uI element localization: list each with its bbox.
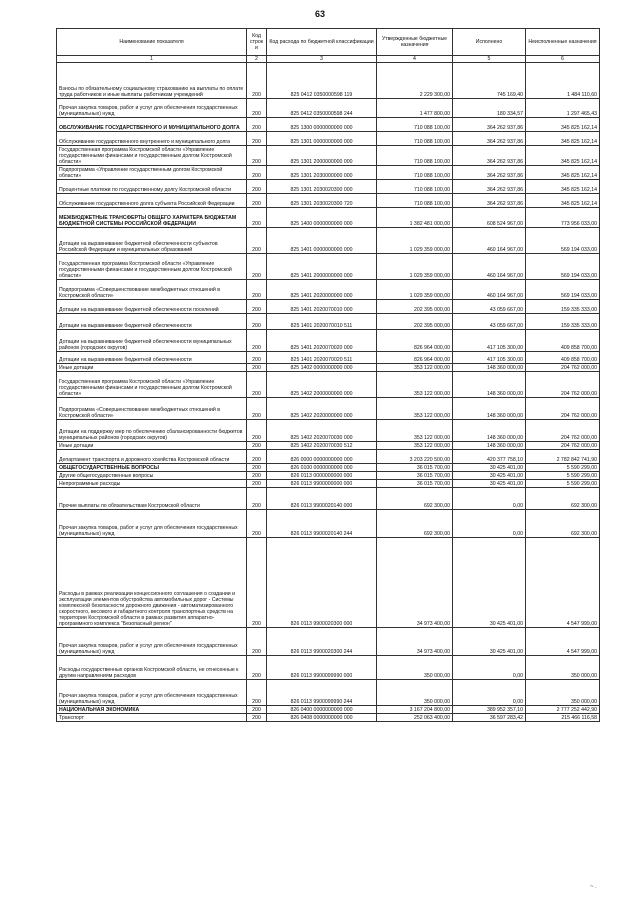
row-executed: 30 425 401,00: [453, 472, 526, 480]
row-executed: 148 360 000,00: [453, 372, 526, 398]
row-name: Иные дотации: [57, 364, 247, 372]
row-name: МЕЖБЮДЖЕТНЫЕ ТРАНСФЕРТЫ ОБЩЕГО ХАРАКТЕРА БЮДЖЕТАМ БЮДЖЕТНОЙ СИСТЕМЫ РОССИЙСКОЙ ФЕДЕРАЦИИ: [57, 208, 247, 228]
row-budget-code: 825 1402 2020070030 000: [267, 420, 377, 442]
row-executed: 364 262 937,86: [453, 118, 526, 132]
row-approved: 202 395 000,00: [377, 314, 453, 330]
page-number: 63: [314, 9, 325, 19]
row-unexecuted: 204 762 000,00: [526, 420, 600, 442]
row-budget-code: 825 1401 2020070020 511: [267, 352, 377, 364]
row-name: Дотации на выравнивание бюджетной обеспеченности субъектов Российской Федерации и муниципальных образований: [57, 228, 247, 254]
table-row: [57, 420, 600, 442]
row-approved: 34 973 400,00: [377, 628, 453, 656]
row-executed: 364 262 937,86: [453, 146, 526, 166]
row-line-code: 200: [247, 280, 267, 300]
col-header-name: Наименование показателя: [57, 29, 247, 56]
col-number-4: 4: [377, 56, 453, 63]
row-unexecuted: 4 547 999,00: [526, 538, 600, 628]
row-executed: 0,00: [453, 510, 526, 538]
row-line-code: 200: [247, 132, 267, 146]
row-line-code: 200: [247, 464, 267, 472]
row-budget-code: 826 0113 9900020300 244: [267, 628, 377, 656]
row-approved: 34 973 400,00: [377, 538, 453, 628]
table-row: [57, 464, 600, 472]
row-executed: 148 360 000,00: [453, 442, 526, 450]
row-budget-code: 826 0113 9900099990 244: [267, 680, 377, 706]
row-line-code: 200: [247, 628, 267, 656]
row-budget-code: 826 0000 0000000000 000: [267, 450, 377, 464]
row-approved: 350 000,00: [377, 680, 453, 706]
table-row: [57, 714, 600, 722]
row-line-code: 200: [247, 300, 267, 314]
row-approved: 36 015 700,00: [377, 480, 453, 488]
row-executed: 180 334,57: [453, 99, 526, 118]
row-budget-code: 825 1301 2000000000 000: [267, 146, 377, 166]
row-executed: 36 597 283,42: [453, 714, 526, 722]
row-approved: 710 088 100,00: [377, 132, 453, 146]
table-row: [57, 680, 600, 706]
col-number-1: 1: [57, 56, 247, 63]
table-row: [57, 194, 600, 208]
row-executed: 364 262 937,86: [453, 166, 526, 180]
row-line-code: 200: [247, 166, 267, 180]
row-line-code: 200: [247, 372, 267, 398]
row-unexecuted: 204 762 000,00: [526, 442, 600, 450]
row-unexecuted: 409 858 700,00: [526, 330, 600, 352]
table-row: [57, 180, 600, 194]
col-header-unexecuted: Неисполненные назначения: [526, 29, 600, 56]
table-row: [57, 352, 600, 364]
row-executed: 417 105 300,00: [453, 352, 526, 364]
row-line-code: 200: [247, 254, 267, 280]
row-unexecuted: 159 335 333,00: [526, 314, 600, 330]
row-unexecuted: 5 590 299,00: [526, 472, 600, 480]
table-row: [57, 63, 600, 99]
table-row: [57, 208, 600, 228]
row-budget-code: 826 0113 9900020300 000: [267, 538, 377, 628]
row-name: Подпрограмма «Управление государственным долгом Костромской области»: [57, 166, 247, 180]
row-approved: 353 122 000,00: [377, 420, 453, 442]
table-row: [57, 538, 600, 628]
row-budget-code: 826 0113 9900020140 000: [267, 488, 377, 510]
row-unexecuted: 345 825 162,14: [526, 180, 600, 194]
row-budget-code: 826 0113 9900000000 000: [267, 480, 377, 488]
row-budget-code: 825 0412 0350000598 119: [267, 63, 377, 99]
row-unexecuted: 204 762 000,00: [526, 364, 600, 372]
row-name: Прочая закупка товаров, работ и услуг для обеспечения государственных (муниципальных) нужд: [57, 99, 247, 118]
row-executed: 0,00: [453, 656, 526, 680]
row-line-code: 200: [247, 314, 267, 330]
row-executed: 364 262 937,86: [453, 132, 526, 146]
row-name: Другие общегосударственные вопросы: [57, 472, 247, 480]
table-row: [57, 372, 600, 398]
row-line-code: 200: [247, 228, 267, 254]
row-unexecuted: 345 825 162,14: [526, 146, 600, 166]
row-budget-code: 826 0113 9900020140 244: [267, 510, 377, 538]
row-approved: 36 015 700,00: [377, 472, 453, 480]
row-unexecuted: 345 825 162,14: [526, 132, 600, 146]
row-unexecuted: 345 825 162,14: [526, 166, 600, 180]
row-unexecuted: 2 777 252 442,90: [526, 706, 600, 714]
row-line-code: 200: [247, 706, 267, 714]
row-unexecuted: 692 300,00: [526, 510, 600, 538]
row-executed: 745 169,40: [453, 63, 526, 99]
row-executed: 0,00: [453, 680, 526, 706]
row-name: Подпрограмма «Совершенствование межбюджетных отношений в Костромской области»: [57, 398, 247, 420]
row-approved: 826 964 000,00: [377, 330, 453, 352]
row-name: Государственная программа Костромской области «Управление государственными финансами и государственным долгом Костромской области»: [57, 254, 247, 280]
table-row: [57, 146, 600, 166]
row-line-code: 200: [247, 714, 267, 722]
row-budget-code: 825 1301 2030020300 000: [267, 180, 377, 194]
row-executed: 43 059 667,00: [453, 300, 526, 314]
row-executed: 30 425 401,00: [453, 464, 526, 472]
row-budget-code: 825 1400 0000000000 000: [267, 208, 377, 228]
row-budget-code: 825 1401 2020000000 000: [267, 280, 377, 300]
table-row: [57, 300, 600, 314]
row-line-code: 200: [247, 472, 267, 480]
row-approved: 710 088 100,00: [377, 166, 453, 180]
col-number-2: 2: [247, 56, 267, 63]
row-approved: 3 167 204 800,00: [377, 706, 453, 714]
col-header-budget-code: Код расхода по бюджетной классификации: [267, 29, 377, 56]
table-row: [57, 132, 600, 146]
table-row: [57, 480, 600, 488]
row-approved: 1 382 481 000,00: [377, 208, 453, 228]
row-name: Расходы государственных органов Костромской области, не отнесенные к другим направлениям расходов: [57, 656, 247, 680]
row-line-code: 200: [247, 538, 267, 628]
table-body: [57, 63, 600, 722]
row-name: Дотации на выравнивание бюджетной обеспеченности муниципальных районов (городских округов): [57, 330, 247, 352]
row-executed: 30 425 401,00: [453, 480, 526, 488]
row-executed: 148 360 000,00: [453, 398, 526, 420]
row-approved: 353 122 000,00: [377, 364, 453, 372]
row-budget-code: 826 0113 0000000000 000: [267, 472, 377, 480]
row-name: Дотации на выравнивание бюджетной обеспеченности поселений: [57, 300, 247, 314]
row-line-code: 200: [247, 63, 267, 99]
row-name: Взносы по обязательному социальному страхованию на выплаты по оплате труда работников и иные выплаты работникам учреждений: [57, 63, 247, 99]
row-unexecuted: 204 762 000,00: [526, 372, 600, 398]
row-approved: 3 203 220 500,00: [377, 450, 453, 464]
row-unexecuted: 1 297 465,43: [526, 99, 600, 118]
row-line-code: 200: [247, 180, 267, 194]
row-unexecuted: 4 547 999,00: [526, 628, 600, 656]
row-approved: 202 395 000,00: [377, 300, 453, 314]
row-unexecuted: 409 858 700,00: [526, 352, 600, 364]
row-line-code: 200: [247, 510, 267, 538]
row-name: Прочая закупка товаров, работ и услуг для обеспечения государственных (муниципальных) нужд: [57, 628, 247, 656]
col-number-6: 6: [526, 56, 600, 63]
row-approved: 252 063 400,00: [377, 714, 453, 722]
row-approved: 692 300,00: [377, 510, 453, 538]
row-budget-code: 825 1402 2020070030 512: [267, 442, 377, 450]
row-line-code: 200: [247, 420, 267, 442]
row-budget-code: 825 1401 2020070010 511: [267, 314, 377, 330]
row-executed: 43 059 667,00: [453, 314, 526, 330]
row-line-code: 200: [247, 194, 267, 208]
budget-table: [56, 28, 600, 722]
row-budget-code: 825 1402 0000000000 000: [267, 364, 377, 372]
row-name: Прочая закупка товаров, работ и услуг для обеспечения государственных (муниципальных) нужд: [57, 510, 247, 538]
row-line-code: 200: [247, 488, 267, 510]
row-approved: 710 088 100,00: [377, 194, 453, 208]
col-number-5: 5: [453, 56, 526, 63]
row-line-code: 200: [247, 99, 267, 118]
row-executed: 460 164 967,00: [453, 254, 526, 280]
row-name: Дотации на выравнивание бюджетной обеспеченности: [57, 352, 247, 364]
row-unexecuted: 1 484 110,60: [526, 63, 600, 99]
row-unexecuted: 345 825 162,14: [526, 118, 600, 132]
row-name: НАЦИОНАЛЬНАЯ ЭКОНОМИКА: [57, 706, 247, 714]
row-line-code: 200: [247, 118, 267, 132]
table-row: [57, 118, 600, 132]
row-budget-code: 825 0412 0350000598 244: [267, 99, 377, 118]
row-name: Подпрограмма «Совершенствование межбюджетных отношений в Костромской области»: [57, 280, 247, 300]
row-name: Департамент транспорта и дорожного хозяйства Костромской области: [57, 450, 247, 464]
col-number-3: 3: [267, 56, 377, 63]
row-name: Государственная программа Костромской области «Управление государственными финансами и государственным долгом Костромской области»: [57, 146, 247, 166]
row-executed: 420 377 758,10: [453, 450, 526, 464]
row-budget-code: 826 0100 0000000000 000: [267, 464, 377, 472]
row-approved: 2 229 300,00: [377, 63, 453, 99]
row-executed: 148 360 000,00: [453, 420, 526, 442]
row-executed: 460 164 967,00: [453, 228, 526, 254]
row-executed: 364 262 937,86: [453, 194, 526, 208]
row-line-code: 200: [247, 450, 267, 464]
row-approved: 710 088 100,00: [377, 118, 453, 132]
table-row: [57, 472, 600, 480]
row-line-code: 200: [247, 442, 267, 450]
table-row: [57, 442, 600, 450]
row-name: Обслуживание государственного внутреннего и муниципального долга: [57, 132, 247, 146]
table-row: [57, 706, 600, 714]
row-executed: 389 952 357,10: [453, 706, 526, 714]
table-row: [57, 228, 600, 254]
table-row: [57, 254, 600, 280]
row-executed: 364 262 937,86: [453, 180, 526, 194]
row-name: Государственная программа Костромской области «Управление государственными финансами и государственным долгом Костромской области»: [57, 372, 247, 398]
row-line-code: 200: [247, 208, 267, 228]
row-unexecuted: 350 000,00: [526, 656, 600, 680]
row-approved: 710 088 100,00: [377, 180, 453, 194]
row-approved: 1 477 800,00: [377, 99, 453, 118]
row-approved: 353 122 000,00: [377, 372, 453, 398]
row-approved: 1 029 359 000,00: [377, 228, 453, 254]
row-name: Прочие выплаты по обязательствам Костромской области: [57, 488, 247, 510]
row-budget-code: 825 1401 2020070020 000: [267, 330, 377, 352]
row-budget-code: 826 0408 0000000000 000: [267, 714, 377, 722]
row-unexecuted: 5 590 299,00: [526, 464, 600, 472]
row-line-code: 200: [247, 352, 267, 364]
row-name: ОБСЛУЖИВАНИЕ ГОСУДАРСТВЕННОГО И МУНИЦИПАЛЬНОГО ДОЛГА: [57, 118, 247, 132]
row-budget-code: 825 1401 0000000000 000: [267, 228, 377, 254]
table-row: [57, 628, 600, 656]
row-approved: 353 122 000,00: [377, 442, 453, 450]
row-budget-code: 825 1301 2030020300 720: [267, 194, 377, 208]
row-unexecuted: 692 300,00: [526, 488, 600, 510]
row-budget-code: 825 1300 0000000000 000: [267, 118, 377, 132]
row-line-code: 200: [247, 680, 267, 706]
row-approved: 1 029 359 000,00: [377, 280, 453, 300]
row-name: ОБЩЕГОСУДАРСТВЕННЫЕ ВОПРОСЫ: [57, 464, 247, 472]
row-unexecuted: 215 466 116,58: [526, 714, 600, 722]
row-unexecuted: 569 194 033,00: [526, 280, 600, 300]
table-row: [57, 314, 600, 330]
row-unexecuted: 159 335 333,00: [526, 300, 600, 314]
row-executed: 0,00: [453, 488, 526, 510]
table-row: [57, 364, 600, 372]
table-header: [57, 29, 600, 63]
row-name: Иные дотации: [57, 442, 247, 450]
row-line-code: 200: [247, 330, 267, 352]
row-line-code: 200: [247, 364, 267, 372]
row-budget-code: 825 1402 2000000000 000: [267, 372, 377, 398]
row-name: Непрограммные расходы: [57, 480, 247, 488]
row-executed: 148 360 000,00: [453, 364, 526, 372]
row-line-code: 200: [247, 146, 267, 166]
row-budget-code: 825 1301 0000000000 000: [267, 132, 377, 146]
row-approved: 1 029 359 000,00: [377, 254, 453, 280]
row-unexecuted: 2 782 842 741,90: [526, 450, 600, 464]
row-unexecuted: 773 956 033,00: [526, 208, 600, 228]
row-name: Дотации на выравнивание бюджетной обеспеченности: [57, 314, 247, 330]
row-line-code: 200: [247, 480, 267, 488]
table-row: [57, 656, 600, 680]
row-budget-code: 825 1401 2000000000 000: [267, 254, 377, 280]
col-header-approved: Утвержденные бюджетные назначения: [377, 29, 453, 56]
row-executed: 460 164 967,00: [453, 280, 526, 300]
row-name: Дотации на поддержку мер по обеспечению сбалансированности бюджетов муниципальных районов (городских округов): [57, 420, 247, 442]
row-unexecuted: 569 194 033,00: [526, 254, 600, 280]
table-row: [57, 166, 600, 180]
col-header-line-code: Код строк и: [247, 29, 267, 56]
row-executed: 30 425 401,00: [453, 628, 526, 656]
row-approved: 36 015 700,00: [377, 464, 453, 472]
col-header-executed: Исполнено: [453, 29, 526, 56]
row-unexecuted: 350 000,00: [526, 680, 600, 706]
row-line-code: 200: [247, 656, 267, 680]
row-budget-code: 825 1402 2020000000 000: [267, 398, 377, 420]
row-name: Расходы в рамках реализации концессионного соглашения о создании и эксплуатации элементов обустройства автомобильных дорог - Системы комплексной безопасности дорожного движения - автоматизированного скоростного, весового и габаритного контроля транспортных средств на территории Костромской области в рамках развития аппаратно-программного комплекса "Безопасный регион": [57, 538, 247, 628]
row-unexecuted: 345 825 162,14: [526, 194, 600, 208]
table-row: [57, 398, 600, 420]
table-row: [57, 450, 600, 464]
row-budget-code: 826 0400 0000000000 000: [267, 706, 377, 714]
row-approved: 710 088 100,00: [377, 146, 453, 166]
row-name: Обслуживание государственного долга субъекта Российской Федерации: [57, 194, 247, 208]
row-line-code: 200: [247, 398, 267, 420]
row-approved: 350 000,00: [377, 656, 453, 680]
row-name: Транспорт: [57, 714, 247, 722]
row-unexecuted: 204 762 000,00: [526, 398, 600, 420]
row-executed: 608 524 967,00: [453, 208, 526, 228]
footer-marks: ~ .: [590, 884, 597, 890]
row-executed: 417 105 300,00: [453, 330, 526, 352]
row-budget-code: 825 1301 2030000000 000: [267, 166, 377, 180]
table-row: [57, 280, 600, 300]
row-approved: 692 300,00: [377, 488, 453, 510]
row-approved: 353 122 000,00: [377, 398, 453, 420]
table-row: [57, 330, 600, 352]
row-unexecuted: 5 590 299,00: [526, 480, 600, 488]
row-name: Прочая закупка товаров, работ и услуг для обеспечения государственных (муниципальных) нужд: [57, 680, 247, 706]
row-approved: 826 964 000,00: [377, 352, 453, 364]
row-name: Процентные платежи по государственному долгу Костромской области: [57, 180, 247, 194]
row-budget-code: 826 0113 9900099990 000: [267, 656, 377, 680]
table-row: [57, 99, 600, 118]
table-row: [57, 488, 600, 510]
row-executed: 30 425 401,00: [453, 538, 526, 628]
row-budget-code: 825 1401 2020070010 000: [267, 300, 377, 314]
row-unexecuted: 569 194 033,00: [526, 228, 600, 254]
table-row: [57, 510, 600, 538]
